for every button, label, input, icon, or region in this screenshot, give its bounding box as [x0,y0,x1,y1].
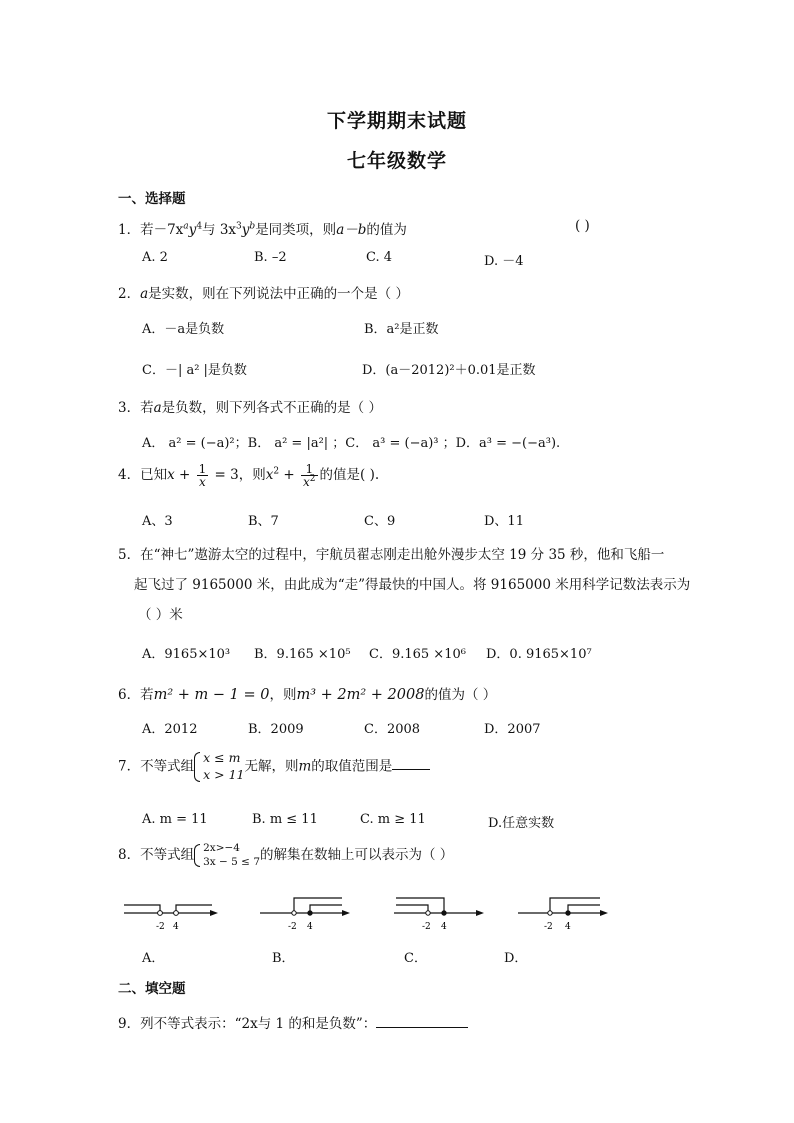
question-1 [118,218,407,238]
q1-answer-paren: ( ) [575,218,590,234]
q1-option-c: C. 4 [366,250,393,265]
q7-option-d: D.任意实数 [488,816,555,831]
q8-end: 的解集在数轴上可以表示为（ ） [260,847,454,864]
page-title: 下学期期末试题 [326,110,467,132]
q4-option-b: B、7 [248,514,279,529]
q1-sup-a: a [183,221,189,232]
question-3 [118,396,382,416]
q6-number: 6．若 [118,687,154,703]
q6-end: 的值为（ ） [424,687,497,703]
number-line-b-tick-neg2: -2 [288,922,297,932]
q1-expr: a－b [336,222,367,238]
question-6 [118,683,496,703]
q6-option-d: D．2007 [484,722,541,737]
q5-option-d: D．0. 9165×10⁷ [486,647,592,662]
q1-y2: y [241,222,250,238]
q9-answer-blank[interactable] [376,1027,468,1028]
number-line-c-tick-neg2: -2 [422,922,431,932]
q1-mid2: 与 3x [202,222,237,238]
q2-option-b: B．a²是正数 [364,322,439,337]
question-7 [118,750,430,784]
number-line-b-tick-4: 4 [307,922,313,932]
number-line-d-tick-neg2: -2 [544,922,553,932]
q2-var: a [140,286,149,302]
question-9 [118,1012,468,1032]
q8-inequality-system [194,842,260,869]
number-line-b [258,885,354,935]
q7-end: 的取值范围是 [311,758,393,775]
number-line-a [120,885,222,935]
q1-mid4: 是同类项，则 [255,222,337,238]
q3-text: 是负数，则下列各式不正确的是（ ） [161,400,382,416]
q1-option-b: B. –2 [254,250,287,265]
q4-mid: ，则 [238,467,266,483]
q8-option-c: C． [404,951,427,966]
q3-number: 3．若 [118,400,154,416]
q4-option-c: C、9 [364,514,396,529]
number-line-a-tick-4: 4 [173,922,179,932]
q6-mid: ，则 [269,687,297,703]
q7-option-b: B. m ≤ 11 [252,812,318,827]
q6-option-c: C．2008 [364,722,421,737]
q6-equation-2: m³ + 2m² + 2008 [296,687,425,703]
section-heading-fill: 二、填空题 [118,981,186,997]
q7-option-a: A. m = 11 [142,812,208,827]
question-8 [118,842,453,869]
q5-option-b: B．9.165 ×10⁵ [254,647,351,662]
number-line-d-tick-4: 4 [565,922,571,932]
q4-fraction-1: $\frac{1}{x}$ [198,462,207,489]
q7-inequality-b: x > 11 [203,766,245,782]
q8-inequality-b: 3x − 5 ≤ 7 [203,855,261,868]
q8-option-d: D． [504,951,528,966]
question-4: 4．已知x + $\frac{1}{x}$ = 3，则$x^2$ + $\frac{1}{x^2}$ 的值是( ). [118,462,380,489]
number-line-d [516,885,612,935]
q1-sup-3: 3 [236,221,242,232]
number-line-a-tick-neg2: -2 [156,922,165,932]
q4-number: 4．已知 [118,467,168,483]
q3-var: a [153,400,162,416]
q2-option-a: A．－a是负数 [142,322,225,337]
q1-option-a: A. 2 [142,250,168,265]
q4-fraction-2: $\frac{1}{x^2}$ [303,462,316,489]
q7-answer-blank[interactable] [392,769,430,770]
number-line-c-tick-4: 4 [441,922,447,932]
q2-number: 2． [118,286,141,302]
q1-suffix: 的值为 [366,222,407,238]
q8-inequality-a: 2x>−4 [203,842,240,854]
number-line-c [392,885,488,935]
q1-sup-b: b [249,221,256,232]
q1-option-d: D. －4 [484,254,524,269]
q7-var: m [298,758,312,775]
q6-option-b: B．2009 [248,722,304,737]
q8-option-a: A． [142,951,165,966]
q7-inequality-a: x ≤ m [203,750,241,765]
q4-option-d: D、11 [484,514,524,529]
q9-text: 9．列不等式表示：“2x与 1 的和是负数”： [118,1016,377,1032]
q3-options: A． a² = (−a)²；B． a² = |a²| ；C． a³ = (−a)³ ；D．a³ = −(−a³). [142,436,561,451]
q8-option-b: B． [272,951,295,966]
q4-option-a: A、3 [142,514,173,529]
q1-number: 1． [118,222,141,238]
q2-option-d: D．(a－2012)²＋0.01是正数 [362,363,536,378]
q1-y1: y [188,222,197,238]
q2-text: 是实数，则在下列说法中正确的一个是（ ） [148,286,409,302]
q1-prefix: 若－7x [140,222,184,238]
page-subtitle: 七年级数学 [346,150,447,172]
q7-inequality-system [194,750,244,784]
q7-option-c: C. m ≥ 11 [360,812,426,827]
q7-number: 7．不等式组 [118,758,195,775]
q4-end: 的值是( ). [319,467,380,483]
q5-option-a: A．9165×10³ [142,647,231,662]
section-heading-choice: 一、选择题 [118,191,186,207]
q5-line-2: 起飞过了 9165000 米，由此成为“走”得最快的中国人。将 9165000 米用科学记数法表示为 [134,577,691,593]
q5-line-3: （ ）米 [138,607,183,623]
q2-option-c: C．－| a² |是负数 [142,363,247,378]
q6-equation-1: m² + m − 1 = 0 [153,687,270,703]
q5-line-1: 5．在“神七”遨游太空的过程中，宇航员翟志刚走出舱外漫步太空 19 分 35 秒，他和飞船一 [118,547,665,563]
q5-option-c: C．9.165 ×10⁶ [369,647,466,662]
q8-number: 8．不等式组 [118,847,195,864]
q1-sup-4: 4 [196,221,203,232]
question-2 [118,282,409,302]
q6-option-a: A．2012 [142,722,198,737]
q7-text: 无解，则 [244,758,299,775]
